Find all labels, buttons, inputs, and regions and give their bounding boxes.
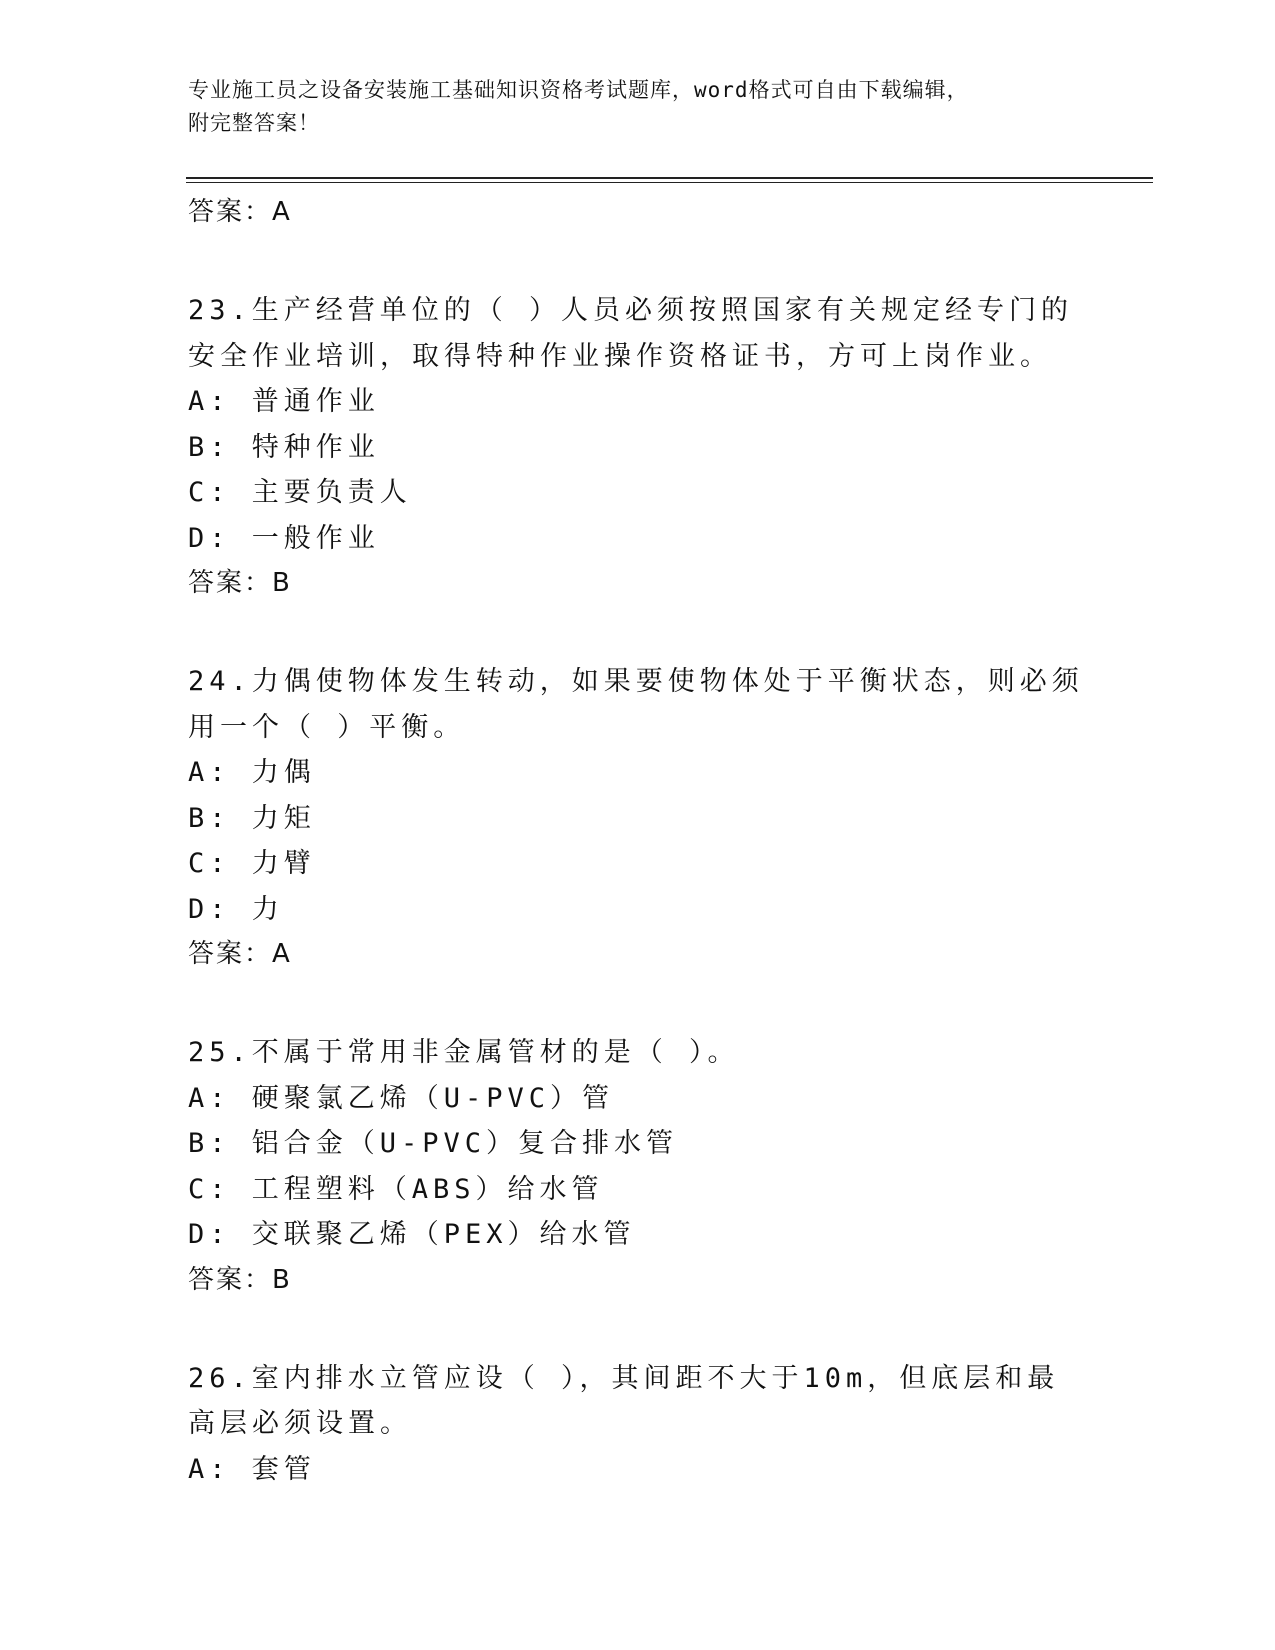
option-a: A: 力偶 [188, 757, 316, 788]
answer-line: 答案：B [188, 1264, 292, 1295]
question-stem: 24.力偶使物体发生转动，如果要使物体处于平衡状态，则必须用一个（ ）平衡。 [188, 666, 1084, 743]
option-c: C: 工程塑料（ABS）给水管 [188, 1173, 604, 1205]
option-a: A: 套管 [188, 1453, 316, 1485]
option-d: D: 力 [188, 893, 284, 925]
header-line-2: 附完整答案！ [188, 111, 320, 135]
question-list [188, 190, 1088, 1492]
option-a: A: 普通作业 [188, 386, 380, 417]
header-rule-thick [186, 177, 1153, 179]
question-block-24 [188, 659, 1088, 976]
option-b: B: 特种作业 [188, 431, 380, 463]
option-a: A: 硬聚氯乙烯（U-PVC）管 [188, 1082, 615, 1114]
option-c: C: 主要负责人 [188, 477, 412, 508]
question-block-23 [188, 288, 1088, 605]
answer-line: 答案：A [188, 939, 292, 969]
option-d: D: 交联聚乙烯（PEX）给水管 [188, 1219, 636, 1250]
option-b: B: 铝合金（U-PVC）复合排水管 [188, 1128, 679, 1159]
document-header [188, 74, 1088, 140]
question-block-25 [188, 1030, 1088, 1302]
option-c: C: 力臂 [188, 848, 316, 879]
header-line-1: 专业施工员之设备安装施工基础知识资格考试题库，word格式可自由下载编辑， [188, 78, 969, 102]
option-d: D: 一般作业 [188, 522, 380, 554]
question-stem: 23.生产经营单位的（ ）人员必须按照国家有关规定经专门的安全作业培训，取得特种作业操作资格证书，方可上岗作业。 [188, 295, 1074, 372]
question-stem: 25.不属于常用非金属管材的是（ ）。 [188, 1037, 740, 1068]
answer-line: 答案：B [188, 568, 292, 598]
option-b: B: 力矩 [188, 802, 316, 834]
header-rule-thin [186, 182, 1153, 183]
answer-line: 答案：A [188, 197, 292, 227]
question-stem: 26.室内排水立管应设（ ），其间距不大于10m，但底层和最高层必须设置。 [188, 1362, 1060, 1439]
question-block-26 [188, 1356, 1088, 1493]
